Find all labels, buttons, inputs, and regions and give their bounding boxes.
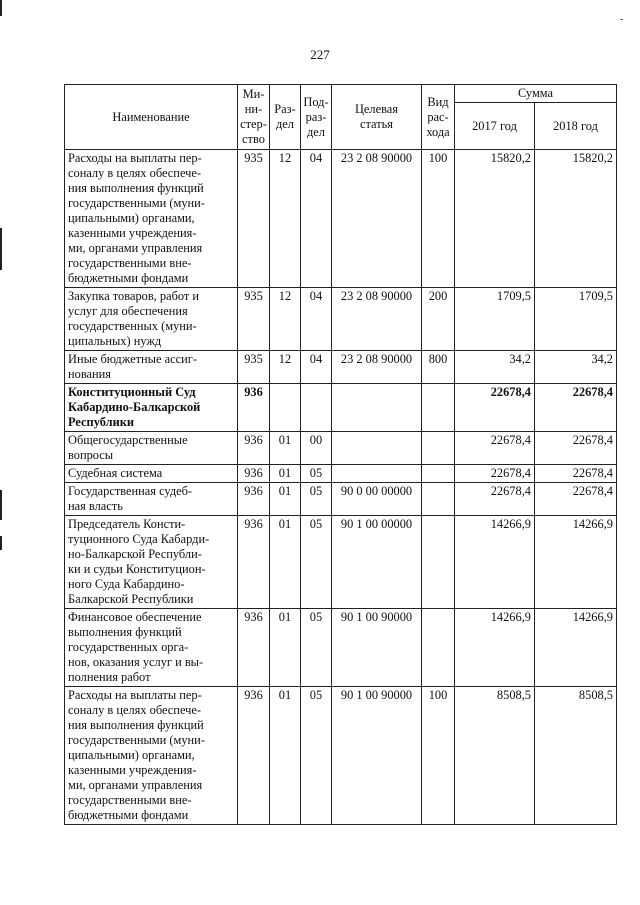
cell-subsection: 04: [301, 351, 332, 384]
cell-expense-type: [422, 384, 455, 432]
cell-ministry: 936: [238, 384, 270, 432]
cell-sum-2017: 34,2: [455, 351, 535, 384]
cell-name: Расходы на выплаты пер- соналу в целях обеспече- ния выполнения функций государственными (муни- ципальными) органами, казенными учреждения- ми, органами управления государственными вне- бюджетными фондами: [65, 687, 238, 825]
table-row: [65, 687, 617, 825]
table-row: [65, 351, 617, 384]
header-section: Раз- дел: [270, 85, 301, 150]
cell-section: 01: [270, 465, 301, 483]
cell-expense-type: 800: [422, 351, 455, 384]
cell-sum-2017: 1709,5: [455, 288, 535, 351]
cell-ministry: 936: [238, 483, 270, 516]
cell-target: 90 0 00 00000: [332, 483, 422, 516]
cell-ministry: 936: [238, 465, 270, 483]
scan-speck: -: [620, 14, 624, 25]
cell-ministry: 935: [238, 288, 270, 351]
cell-subsection: 04: [301, 150, 332, 288]
cell-sum-2018: 34,2: [535, 351, 617, 384]
cell-sum-2018: 1709,5: [535, 288, 617, 351]
table-row: [65, 465, 617, 483]
cell-subsection: 05: [301, 465, 332, 483]
cell-expense-type: [422, 465, 455, 483]
cell-sum-2017: 14266,9: [455, 609, 535, 687]
cell-sum-2017: 22678,4: [455, 384, 535, 432]
cell-target: [332, 384, 422, 432]
cell-subsection: 04: [301, 288, 332, 351]
cell-sum-2018: 22678,4: [535, 384, 617, 432]
cell-sum-2018: 14266,9: [535, 609, 617, 687]
cell-subsection: 05: [301, 609, 332, 687]
cell-name: Государственная судеб- ная власть: [65, 483, 238, 516]
cell-expense-type: [422, 432, 455, 465]
scan-edge-mark: [0, 490, 2, 520]
table-row: [65, 288, 617, 351]
cell-expense-type: [422, 516, 455, 609]
cell-target: 90 1 00 90000: [332, 609, 422, 687]
cell-sum-2018: 15820,2: [535, 150, 617, 288]
cell-section: 01: [270, 483, 301, 516]
cell-expense-type: 100: [422, 687, 455, 825]
page-number: 227: [310, 47, 330, 62]
budget-table: [64, 84, 617, 825]
cell-sum-2018: 8508,5: [535, 687, 617, 825]
cell-section: 12: [270, 351, 301, 384]
cell-section: 12: [270, 288, 301, 351]
cell-sum-2017: 14266,9: [455, 516, 535, 609]
cell-section: 01: [270, 609, 301, 687]
header-ministry: Ми- ни- стер- ство: [238, 85, 270, 150]
cell-ministry: 936: [238, 609, 270, 687]
cell-subsection: 00: [301, 432, 332, 465]
cell-sum-2017: 22678,4: [455, 483, 535, 516]
cell-subsection: 05: [301, 483, 332, 516]
table-row: [65, 516, 617, 609]
cell-name: Закупка товаров, работ и услуг для обеспечения государственных (муни- ципальных) нужд: [65, 288, 238, 351]
cell-subsection: 05: [301, 687, 332, 825]
cell-target: [332, 465, 422, 483]
cell-section: 01: [270, 516, 301, 609]
cell-expense-type: 200: [422, 288, 455, 351]
scan-edge-mark: [0, 0, 2, 16]
cell-ministry: 936: [238, 432, 270, 465]
cell-ministry: 936: [238, 516, 270, 609]
cell-name: Финансовое обеспечение выполнения функций государственных орга- нов, оказания услуг и вы- полнения работ: [65, 609, 238, 687]
cell-name: Конституционный Суд Кабардино-Балкарской Республики: [65, 384, 238, 432]
table-body: [65, 150, 617, 825]
header-sum: Сумма: [455, 85, 617, 103]
cell-ministry: 935: [238, 150, 270, 288]
cell-name: Иные бюджетные ассиг- нования: [65, 351, 238, 384]
cell-name: Судебная система: [65, 465, 238, 483]
cell-expense-type: [422, 609, 455, 687]
cell-sum-2018: 22678,4: [535, 483, 617, 516]
cell-sum-2018: 14266,9: [535, 516, 617, 609]
cell-target: 90 1 00 90000: [332, 687, 422, 825]
cell-target: 23 2 08 90000: [332, 351, 422, 384]
cell-ministry: 936: [238, 687, 270, 825]
cell-sum-2018: 22678,4: [535, 432, 617, 465]
table-row: [65, 150, 617, 288]
cell-name: Расходы на выплаты пер- соналу в целях обеспече- ния выполнения функций государственными (муни- ципальными) органами, казенными учреждения- ми, органами управления государственными вне- бюджетными фондами: [65, 150, 238, 288]
header-expense-type: Вид рас- хода: [422, 85, 455, 150]
cell-target: [332, 432, 422, 465]
cell-ministry: 935: [238, 351, 270, 384]
cell-section: [270, 384, 301, 432]
cell-sum-2017: 15820,2: [455, 150, 535, 288]
header-2018: 2018 год: [535, 103, 617, 150]
cell-subsection: [301, 384, 332, 432]
header-target: Целевая статья: [332, 85, 422, 150]
cell-section: 12: [270, 150, 301, 288]
cell-name: Общегосударственные вопросы: [65, 432, 238, 465]
scan-edge-mark: [0, 536, 2, 550]
cell-sum-2017: 22678,4: [455, 465, 535, 483]
cell-subsection: 05: [301, 516, 332, 609]
cell-section: 01: [270, 432, 301, 465]
cell-expense-type: [422, 483, 455, 516]
cell-target: 90 1 00 00000: [332, 516, 422, 609]
header-2017: 2017 год: [455, 103, 535, 150]
table-row: [65, 384, 617, 432]
cell-sum-2018: 22678,4: [535, 465, 617, 483]
header-subsection: Под- раз- дел: [301, 85, 332, 150]
header-name: Наименование: [65, 85, 238, 150]
cell-section: 01: [270, 687, 301, 825]
cell-sum-2017: 22678,4: [455, 432, 535, 465]
header-row: [65, 85, 617, 103]
cell-expense-type: 100: [422, 150, 455, 288]
cell-name: Председатель Консти- туционного Суда Кабарди- но-Балкарской Республи- ки и судьи Конституцион- ного Суда Кабардино- Балкарской Республики: [65, 516, 238, 609]
cell-sum-2017: 8508,5: [455, 687, 535, 825]
table-row: [65, 609, 617, 687]
cell-target: 23 2 08 90000: [332, 288, 422, 351]
table-row: [65, 483, 617, 516]
table-row: [65, 432, 617, 465]
scan-edge-mark: [0, 228, 2, 270]
cell-target: 23 2 08 90000: [332, 150, 422, 288]
